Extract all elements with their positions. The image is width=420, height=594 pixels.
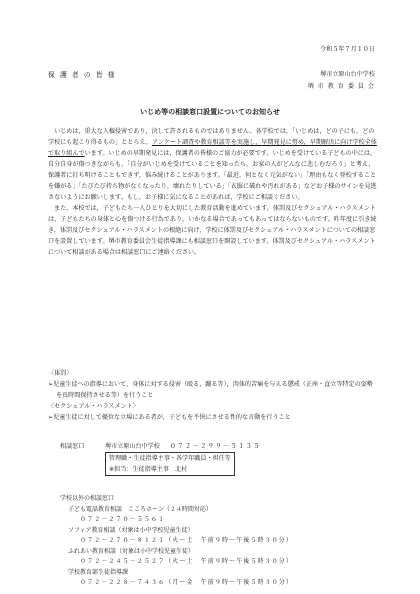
addressee: 保 護 者 の 皆 様 [48, 71, 117, 79]
harassment-heading: 〈セクシュアル・ハラスメント〉 [48, 403, 139, 410]
corporal-definition: ➢児童生徒への指導において，身体に対する侵害（殴る，蹴る等），肉体的苦痛を与える懲戒（正座・直立等特定の姿勢を長時間保持させる等）を行うこと [48, 381, 373, 399]
outside-item-name: 学校教育部生徒指導課 [68, 568, 129, 576]
outside-item-name: ソフィア教育相談（対象は小中学校児童生徒） [68, 526, 194, 534]
outside-item-name: ふれあい教育相談（対象は小中学校児童生徒） [68, 547, 195, 555]
outside-heading: 学校以外の相談窓口 [60, 495, 115, 502]
contact-staff: 管理職・生徒指導主事・各学年職員・担任等 [109, 455, 231, 462]
issue-date: 令和５年７月１０日 [320, 46, 375, 53]
definitions-section [48, 368, 378, 423]
contact-phone: ０７２－２９９－５１３５ [169, 443, 261, 450]
outside-item-phone: ０７２－２７０－８１２１（火～土 午前９時～午後５時３０分） [80, 537, 294, 544]
outside-item-phone: ０７２－２７０－５５６１ [80, 516, 166, 523]
corporal-heading: 〈体罰〉 [48, 370, 73, 377]
contact-staff-box [105, 452, 235, 476]
outside-item-phone: ０７２－２２８－７４３６（月～金 午前９時～午後５時３０分） [80, 579, 294, 586]
sender-board: 堺 市 教 育 委 員 会 [307, 83, 375, 90]
paragraph-bullying-part1: いじめは，重大な人権侵害であり，決して許されるものではありません。各学校では，「いじめは，どの子にも，どの学校にも起こり得るもの」ととらえ， [48, 128, 375, 146]
sender-school: 堺市立原山台中学校 [320, 71, 375, 78]
harassment-definition: ➢児童生徒に対して優位な立場にある者が，子どもを不快にさせる性的な言動を行うこと [48, 414, 291, 421]
contact-person: ※担当：生徒指導主事 北村 [109, 466, 188, 473]
paragraph-corporal-punishment: また，本校では，子どもたち一人ひとりを大切にした教育活動を進めています。体罰及びセクシュアル・ハラスメントは，子どもたちの身体と心を傷つける行為であり，いかなる場合であってもあってはならないものです。昨年度に引き続き，体罰及びセクシュアル・ハラスメントの根絶に向け，学校に体罰及びセクシュアル・ハラスメントについての相談窓口を設置しています。堺市教育委員会生徒指導課にも相談窓口を開設しています。体罰及びセクシュアル・ハラスメントについて相談がある場合は相談窓口にご連絡ください。 [48, 205, 377, 256]
paragraph-bullying-part2: います。いじめの早期発見には，保護者の皆様のご協力が必要です。いじめを受けている子どもの中には，自分自身が傷つきながらも，「自分がいじめを受けていることを知ったら，お家の人がどんなに悲しむだろう」と考え，保護者に打ち明けることもできず，悩み続けることがあります。「最近，何となく元気がない」「理由もなく登校することを嫌がる」「たびたび持ち物がなくなったり，壊れたりしている」「衣服に破れや汚れがある」などお子様のサインを見逃さないようにお願いします。もし，お子様に気になることがあれば，学校にご相談ください。 [48, 150, 377, 201]
paragraph-bullying [48, 126, 378, 203]
outside-item-phone: ０７２－２４５－２５２７（火～土 午前９時～午後５時３０分） [80, 558, 294, 565]
contact-label: 相談窓口 [60, 443, 85, 450]
outside-item-name: 子ども電話教育相談 こころホーン（２４時間対応） [68, 505, 212, 513]
contact-school: 堺市立原山台中学校 [105, 443, 160, 450]
notice-title: いじめ等の相談窓口設置についてのお知らせ [140, 108, 280, 116]
notice-body [48, 126, 378, 258]
underlined-phrase: アンケート調査や教育相談等を実施し，早期発見に努め，早期解決に向け学校全体で取り組んで [48, 139, 377, 157]
outside-contacts [60, 494, 293, 589]
school-contact [60, 441, 261, 476]
